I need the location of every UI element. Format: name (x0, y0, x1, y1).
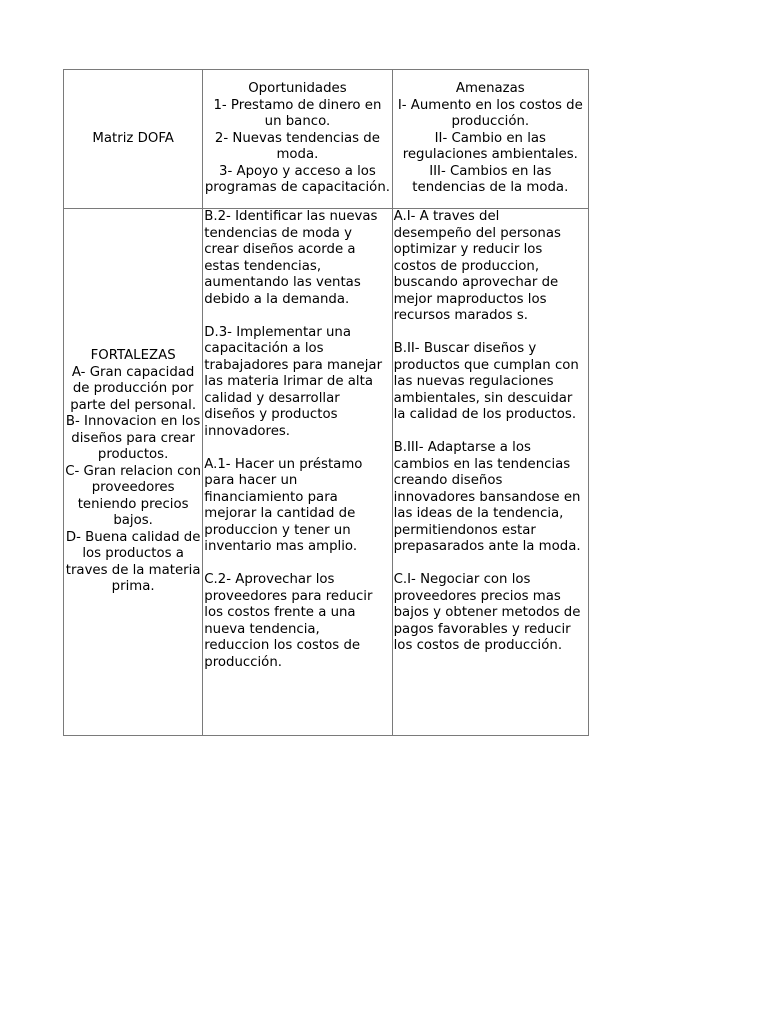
paragraph-gap (204, 556, 391, 573)
paragraph-gap (394, 325, 588, 342)
matrix-title: Matriz DOFA (92, 130, 174, 146)
strength-item: A- Gran capacidad de producción por parte del personal. (70, 364, 197, 413)
opportunity-item: 3- Apoyo y acceso a los programas de capacitación. (204, 163, 390, 196)
fa-strategy: B.II- Buscar diseños y productos que cumplan con las nuevas regulaciones ambientales, sin descuidar la calidad de los productos. (393, 341, 579, 422)
fa-strategy: A.I- A traves del desempeño del personas optimizar y reducir los costos de produccion, buscando aprovechar de mejor maproductos los recursos marados s. (393, 209, 561, 323)
strengths-cell (64, 209, 203, 736)
fo-strategy: D.3- Implementar una capacitación a los trabajadores para manejar las materia lrimar de alta calidad y desarrollar diseños y productos innovadores. (204, 324, 383, 439)
threats-cell (392, 70, 588, 209)
strength-item: D- Buena calidad de los productos a traves de la materia prima. (65, 529, 201, 595)
strength-item: B- Innovacion en los diseños para crear productos. (65, 414, 201, 463)
paragraph-gap (204, 308, 391, 325)
dofa-matrix-table (63, 69, 589, 736)
strength-item: C- Gran relacion con proveedores teniendo precios bajos. (65, 463, 201, 529)
fo-strategy: C.2- Aprovechar los proveedores para reducir los costos frente a una nueva tendencia, reduccion los costos de producción. (204, 572, 373, 670)
paragraph-gap (394, 424, 588, 441)
strategies-row (64, 209, 589, 736)
threats-heading: Amenazas (455, 81, 525, 97)
paragraph-gap (204, 440, 391, 457)
fo-strategy: A.1- Hacer un préstamo para hacer un financiamiento para mejorar la cantidad de produccion y tener un inventario mas amplio. (204, 456, 363, 554)
corner-title-cell (64, 70, 203, 209)
opportunity-item: 1- Prestamo de dinero en un banco. (213, 97, 382, 130)
threat-item: III- Cambios en las tendencias de la moda. (412, 163, 569, 196)
strengths-heading: FORTALEZAS (90, 348, 176, 364)
fo-strategy: B.2- Identificar las nuevas tendencias de moda y crear diseños acorde a estas tendencias, aumentando las ventas debido a la demanda. (204, 209, 378, 307)
paragraph-gap (394, 556, 588, 573)
threat-item: I- Aumento en los costos de producción. (397, 97, 583, 130)
opportunity-item: 2- Nuevas tendencias de moda. (214, 130, 380, 163)
fa-strategies-cell (392, 209, 588, 736)
fo-strategies-cell (203, 209, 392, 736)
header-row (64, 70, 589, 209)
opportunities-cell (203, 70, 392, 209)
opportunities-heading: Oportunidades (248, 81, 347, 97)
fa-strategy: C.I- Negociar con los proveedores precios mas bajos y obtener metodos de pagos favorables y reducir los costos de producción. (393, 572, 581, 653)
threat-item: II- Cambio en las regulaciones ambientales. (402, 130, 578, 163)
fa-strategy: B.III- Adaptarse a los cambios en las tendencias creando diseños innovadores bansandose en las ideas de la tendencia, permitiendonos estar prepasarados ante la moda. (393, 440, 581, 554)
